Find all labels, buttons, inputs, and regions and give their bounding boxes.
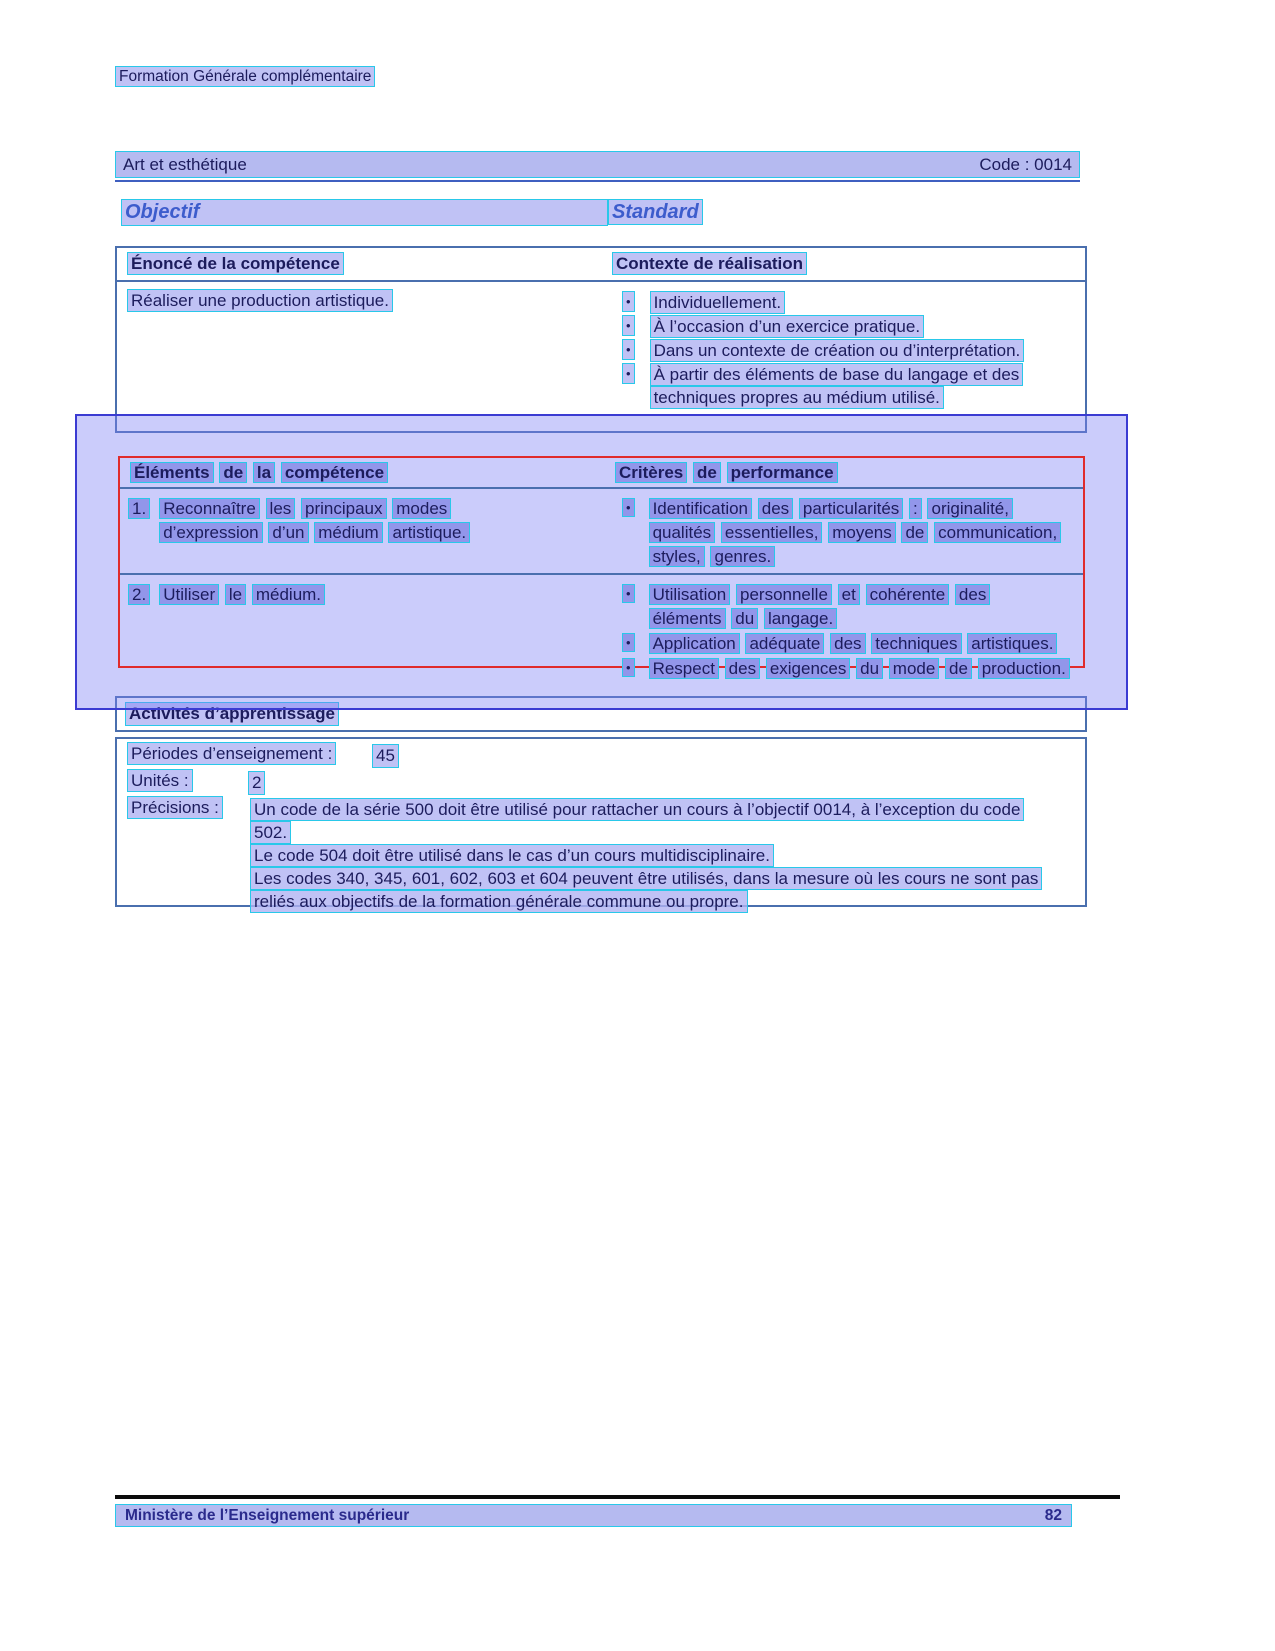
standard-heading: Standard [608,199,703,225]
footer-page-number: 82 [1044,1506,1062,1524]
competence-table-header [117,248,1085,282]
bullet-icon: • [622,363,635,384]
list-item-text: Dans un contexte de création ou d’interprétation. [650,339,1025,362]
list-item-text: À partir des éléments de base du langage et des techniques propres au médium utilisé. [650,363,1024,409]
activites-details [115,737,1087,911]
header-elements: Éléments de la compétence [130,463,389,482]
criterion-text: Respect des exigences du mode de production. [649,657,1071,681]
bullet-icon: • [622,584,635,603]
objectif-heading: Objectif [121,199,608,226]
element-row [120,489,1083,575]
element-text: Utiliser le médium. [159,583,326,607]
list-item-text: Individuellement. [650,291,786,314]
enonce-text: Réaliser une production artistique. [127,289,393,312]
competence-table-body [117,282,1085,410]
activites-header [115,696,1087,732]
list-item [600,291,1085,314]
enonce-cell [117,291,600,410]
footer-ministry: Ministère de l’Enseignement supérieur [125,1506,410,1524]
element-number: 1. [128,497,151,521]
bullet-icon: • [622,315,635,336]
bullet-icon: • [622,498,635,517]
element-cell [120,497,600,573]
bullet-icon: • [622,633,635,652]
criterion-item [600,657,1083,681]
elements-table-header [120,458,1083,489]
bullet-icon: • [622,291,635,312]
element-row [120,575,1083,682]
elements-table [118,456,1085,678]
precision-line: Le code 504 doit être utilisé dans le cas d’un cours multidisciplinaire. [250,844,774,867]
title-bar-code: Code : 0014 [979,154,1072,174]
criteria-list [600,583,1083,682]
elements-header-cell-left [120,461,603,485]
element-cell [120,583,600,682]
criterion-text: Utilisation personnelle et cohérente des éléments du langage. [649,583,1029,631]
list-item [600,363,1085,409]
unites-value: 2 [248,771,265,795]
criterion-item [600,632,1083,656]
precision-line: Un code de la série 500 doit être utilisé pour rattacher un cours à l’objectif 0014, à l’exception du code 502. [250,798,1024,844]
bullet-icon: • [622,339,635,360]
criterion-text: Identification des particularités : originalité, qualités essentielles, moyens de communication, styles, genres. [649,497,1074,569]
footer-rule [115,1495,1120,1499]
bullet-icon: • [622,658,635,677]
element-number: 2. [128,583,151,607]
periodes-label: Périodes d’enseignement : [127,742,336,765]
headings-row [121,199,1087,227]
precisions-row [127,798,1085,916]
criterion-item [600,497,1083,569]
list-item [600,339,1085,362]
header-criteres: Critères de performance [615,463,839,482]
list-item-text: À l’occasion d’un exercice pratique. [650,315,924,338]
periodes-row [127,744,1085,771]
competence-header-cell-right [600,254,1085,274]
title-bar-title: Art et esthétique [123,154,247,174]
elements-header-cell-right [603,461,1083,485]
header-note-text: Formation Générale complémentaire [115,66,375,87]
title-bar [115,151,1080,178]
criterion-text: Application adéquate des techniques artistiques. [649,632,1059,656]
footer-bar [115,1504,1072,1527]
competence-table [115,246,1087,433]
unites-label: Unités : [127,769,193,792]
element-text: Reconnaître les principaux modes d’expression d’un médium artistique. [159,497,561,545]
precisions-text [250,798,1050,913]
periodes-value: 45 [372,744,399,768]
list-item [600,315,1085,338]
contexte-list [600,291,1085,410]
unites-row [127,771,1085,798]
criteria-list [600,497,1083,573]
title-rule [115,180,1080,182]
activites-title: Activités d’apprentissage [125,702,339,726]
header-enonce: Énoncé de la compétence [127,252,344,275]
precisions-label: Précisions : [127,796,223,819]
header-contexte: Contexte de réalisation [612,252,807,275]
criterion-item [600,583,1083,631]
precision-line: Les codes 340, 345, 601, 602, 603 et 604 peuvent être utilisés, dans la mesure où les cours ne sont pas reliés aux objectifs de la formation générale commune ou propre. [250,867,1042,913]
competence-header-cell-left [117,254,600,274]
header-note [115,68,375,86]
